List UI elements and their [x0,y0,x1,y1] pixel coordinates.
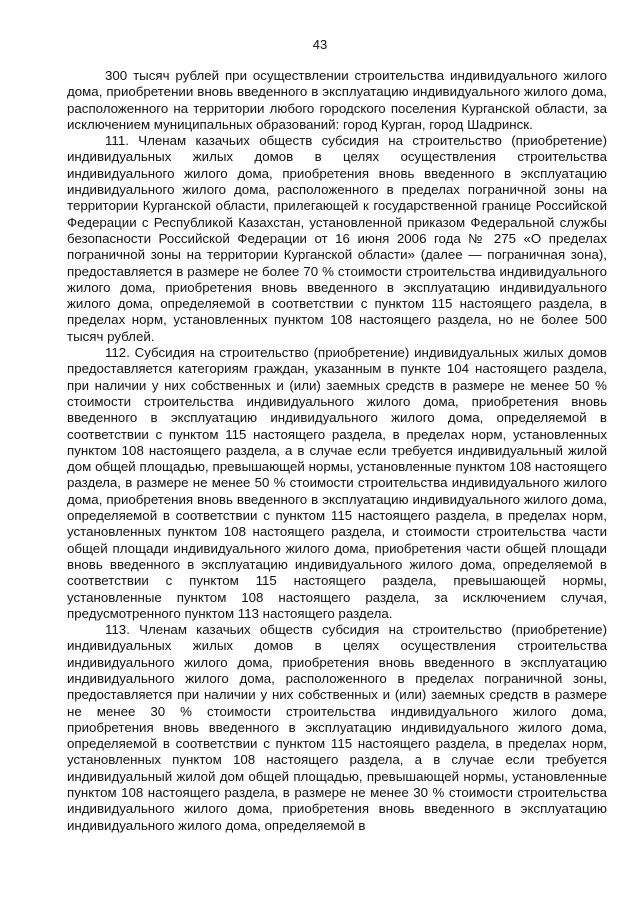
page-number: 43 [312,37,328,52]
paragraph-continuation: 300 тысяч рублей при осуществлении строительства индивидуального жилого дома, приобретении вновь введенного в эксплуатацию индивидуального жилого дома, расположенного на территории любого городского поселения Курганской области, за исключением муниципальных образований: город Курган, город Шадринск. [67,68,607,132]
paragraph-112: 112. Субсидия на строительство (приобретение) индивидуальных жилых домов предоставляется категориям граждан, указанным в пункте 104 настоящего раздела, при наличии у них собственных и (или) заемных средств в размере не менее 50 % стоимости строительства индивидуального жилого дома, приобретения вновь введенного в эксплуатацию индивидуального жилого дома, определяемой в соответствии с пунктом 115 настоящего раздела, в пределах норм, установленных пунктом 108 настоящего раздела, а в случае если требуется индивидуальный жилой дом общей площадью, превышающей нормы, установленные пунктом 108 настоящего раздела, в размере не менее 50 % стоимости строительства индивидуального жилого дома, приобретения вновь введенного в эксплуатацию индивидуального жилого дома, определяемой в соответствии с пунктом 115 настоящего раздела, в пределах норм, установленных пунктом 108 настоящего раздела, и стоимости строительства части общей площади индивидуального жилого дома, приобретения части общей площади вновь введенного в эксплуатацию индивидуального жилого дома, определяемой в соответствии с пунктом 115 настоящего раздела, превышающей нормы, установленные пунктом 108 настоящего раздела, за исключением случая, предусмотренного пунктом 113 настоящего раздела. [67,345,607,621]
document-body [67,68,607,834]
paragraph-111: 111. Членам казачьих обществ субсидия на строительство (приобретение) индивидуальных жилых домов в целях осуществления строительства индивидуального жилого дома, приобретения вновь введенного в эксплуатацию индивидуального жилого дома, расположенного в пределах пограничной зоны на территории Курганской области, прилегающей к государственной границе Российской Федерации с Республикой Казахстан, установленной приказом Федеральной службы безопасности Российской Федерации от 16 июня 2006 года № 275 «О пределах пограничной зоны на территории Курганской области» (далее — пограничная зона), предоставляется в размере не более 70 % стоимости строительства индивидуального жилого дома, приобретения вновь введенного в эксплуатацию индивидуального жилого дома, определяемой в соответствии с пунктом 115 настоящего раздела, в пределах норм, установленных пунктом 108 настоящего раздела, но не более 500 тысяч рублей. [67,133,607,344]
paragraph-113: 113. Членам казачьих обществ субсидия на строительство (приобретение) индивидуальных жилых домов в целях осуществления строительства индивидуального жилого дома, приобретения вновь введенного в эксплуатацию индивидуального жилого дома, расположенного в пределах пограничной зоны, предоставляется при наличии у них собственных и (или) заемных средств в размере не менее 30 % стоимости строительства индивидуального жилого дома, приобретения вновь введенного в эксплуатацию индивидуального жилого дома, определяемой в соответствии с пунктом 115 настоящего раздела, в пределах норм, установленных пунктом 108 настоящего раздела, а в случае если требуется индивидуальный жилой дом общей площадью, превышающей нормы, установленные пунктом 108 настоящего раздела, в размере не менее 30 % стоимости строительства индивидуального жилого дома, приобретения вновь введенного в эксплуатацию индивидуального жилого дома, определяемой в [67,622,607,833]
